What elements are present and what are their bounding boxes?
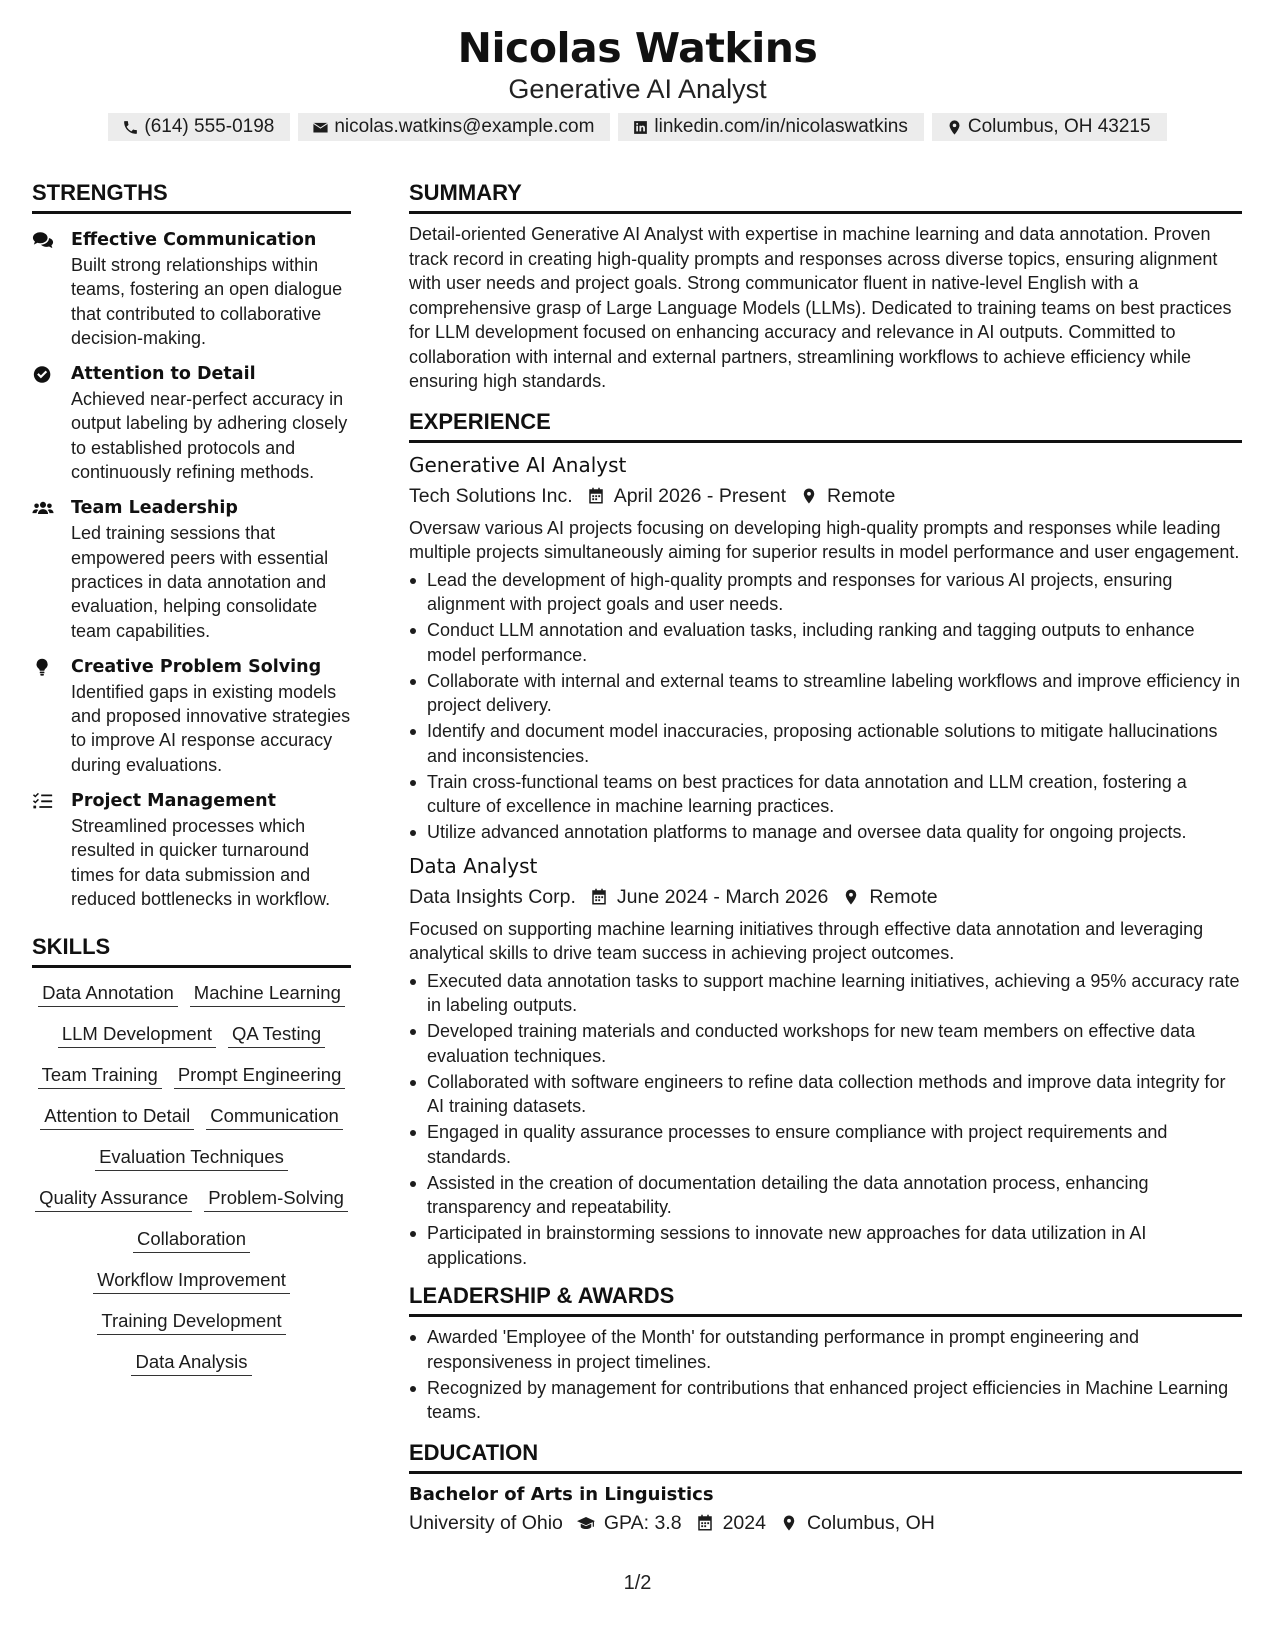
skill-tag: LLM Development [58,1021,216,1048]
skill-tag: Attention to Detail [40,1103,194,1130]
map-pin-icon [800,487,818,505]
job-meta [409,883,1242,911]
users-icon [32,499,54,518]
summary-heading: SUMMARY [409,179,1242,214]
bullet-item: Recognized by management for contributions that enhanced project efficiencies in Machine Learning teams. [409,1376,1242,1425]
skill-tag: Communication [206,1103,343,1130]
contact-location-text: Columbus, OH 43215 [967,116,1151,137]
strength-title: Creative Problem Solving [71,656,322,677]
bullet-item: Collaborate with internal and external teams to streamline labeling workflows and improve efficiency in project delivery. [409,669,1242,718]
degree-title: Bachelor of Arts in Linguistics [409,1483,714,1505]
job-company: Tech Solutions Inc. [409,484,573,507]
school-name: University of Ohio [409,1511,563,1534]
job-title: Data Analyst [409,853,538,878]
contact-location [932,113,1167,141]
bullet-item: Collaborated with software engineers to refine data collection methods and improve data integrity for AI training datasets. [409,1070,1242,1119]
skill-tag: Team Training [38,1062,162,1089]
skill-tag: Training Development [97,1308,285,1335]
bullet-item: Lead the development of high-quality prompts and responses for various AI projects, ensuring alignment with project goals and user needs. [409,568,1242,617]
map-pin-icon [780,1514,798,1532]
bullet-item: Developed training materials and conducted workshops for new team members on effective data evaluation techniques. [409,1019,1242,1068]
gpa: GPA: 3.8 [603,1511,682,1534]
contact-phone-text: (614) 555-0198 [144,116,275,137]
job-entry [409,852,1242,1271]
strength-item [32,362,351,484]
job-company: Data Insights Corp. [409,885,576,908]
contact-bar [0,113,1275,141]
calendar-icon [590,888,608,906]
strength-description: Streamlined processes which resulted in quicker turnaround times for data submission and reduced bottlenecks in workflow. [71,816,331,909]
skill-tag: Machine Learning [190,980,345,1007]
candidate-title: Generative AI Analyst [508,74,767,104]
summary-text: Detail-oriented Generative AI Analyst with expertise in machine learning and data annotation. Proven track record in creating high-quality prompts and responses across diverse topics, ensuring alignment with user needs and project goals. Strong communicator fluent in native-level English with a comprehensive grasp of Large Language Models (LLMs). Dedicated to training teams on best practices for LLM development focused on enhancing accuracy and relevance in AI outputs. Committed to collaboration with internal and external partners, streamlining workflows to achieve efficiency while ensuring high standards. [409,224,1232,391]
graduation-cap-icon [577,1514,595,1532]
skill-tag: QA Testing [228,1021,325,1048]
bullet-item: Engaged in quality assurance processes to ensure compliance with project requirements and standards. [409,1120,1242,1169]
envelope-icon [312,119,329,136]
job-dates: June 2024 - March 2026 [616,885,829,908]
bullet-item: Utilize advanced annotation platforms to manage and oversee data quality for ongoing projects. [409,820,1242,845]
skill-tag: Quality Assurance [35,1185,192,1212]
job-dates: April 2026 - Present [613,484,787,507]
calendar-icon [696,1514,714,1532]
job-title: Generative AI Analyst [409,452,627,477]
bullet-item: Participated in brainstorming sessions to innovate new approaches for data utilization in AI applications. [409,1221,1242,1270]
experience-heading: EXPERIENCE [409,408,1242,443]
job-bullets [409,568,1242,845]
leadership-bullets [409,1325,1242,1425]
contact-email-text: nicolas.watkins@example.com [334,116,595,137]
map-pin-icon [946,119,963,136]
job-bullets [409,969,1242,1271]
strength-title: Attention to Detail [71,364,256,385]
bullet-item: Executed data annotation tasks to support machine learning initiatives, achieving a 95% accuracy rate in labeling outputs. [409,969,1242,1018]
list-check-icon [32,792,54,811]
skill-tag: Prompt Engineering [174,1062,346,1089]
job-location: Remote [869,885,938,908]
job-entry [409,451,1242,845]
contact-linkedin[interactable] [618,113,923,141]
bullet-item: Conduct LLM annotation and evaluation tasks, including ranking and tagging outputs to enhance model performance. [409,618,1242,667]
strength-item [32,228,351,350]
strength-description: Built strong relationships within teams, fostering an open dialogue that contributed to collaborative decision-making. [71,255,343,348]
contact-linkedin-text: linkedin.com/in/nicolaswatkins [654,116,908,137]
strength-item [32,655,351,777]
skills-heading: SKILLS [32,933,351,968]
strength-title: Team Leadership [71,498,238,519]
job-meta [409,482,1242,510]
left-column [32,179,351,1376]
bullet-item: Train cross-functional teams on best practices for data annotation and LLM creation, fostering a culture of excellence in machine learning practices. [409,770,1242,819]
education-meta [409,1509,1242,1537]
contact-phone[interactable] [108,113,290,141]
contact-email[interactable] [298,113,610,141]
skill-tag: Data Annotation [38,980,178,1007]
skill-tag: Collaboration [133,1226,250,1253]
strengths-heading: STRENGTHS [32,179,351,214]
map-pin-icon [842,888,860,906]
bullet-item: Identify and document model inaccuracies, proposing actionable solutions to mitigate hallucinations and inconsistencies. [409,719,1242,768]
strength-title: Effective Communication [71,230,317,250]
candidate-name: Nicolas Watkins [457,24,818,72]
page-number: 1/2 [623,1572,652,1594]
strength-item [32,789,351,911]
resume-header [0,22,1275,106]
school-location: Columbus, OH [806,1511,935,1534]
skill-tag: Evaluation Techniques [95,1144,288,1171]
graduation-year: 2024 [722,1511,766,1534]
strength-description: Identified gaps in existing models and proposed innovative strategies to improve AI response accuracy during evaluations. [71,681,351,775]
skill-tag: Workflow Improvement [93,1267,290,1294]
job-location: Remote [827,484,896,507]
right-column [409,179,1242,1537]
job-description: Oversaw various AI projects focusing on developing high-quality prompts and responses while leading multiple projects simultaneously aiming for superior results in model performance and user engagement. [409,517,1240,562]
strength-item [32,496,351,642]
bullet-item: Assisted in the creation of documentation detailing the data annotation process, enhancing transparency and repeatability. [409,1171,1242,1220]
comments-icon [32,231,54,250]
calendar-icon [587,487,605,505]
strength-title: Project Management [71,791,276,812]
phone-icon [122,119,139,136]
strength-description: Achieved near-perfect accuracy in output labeling by adhering closely to established protocols and continuously refining methods. [71,389,348,483]
job-description: Focused on supporting machine learning initiatives through effective data annotation and leveraging analytical skills to drive team success in achieving project outcomes. [409,918,1204,963]
leadership-heading: LEADERSHIP & AWARDS [409,1282,1242,1317]
bullet-item: Awarded 'Employee of the Month' for outstanding performance in prompt engineering and responsiveness in project timelines. [409,1325,1242,1374]
linkedin-icon [632,119,649,136]
check-circle-icon [32,365,54,384]
education-heading: EDUCATION [409,1439,1242,1474]
strength-description: Led training sessions that empowered peers with essential practices in data annotation and evaluation, helping consolidate team capabilities. [71,523,329,641]
skill-tag: Data Analysis [131,1349,251,1376]
skills-list [32,980,351,1376]
lightbulb-icon [32,658,54,677]
skill-tag: Problem-Solving [204,1185,348,1212]
